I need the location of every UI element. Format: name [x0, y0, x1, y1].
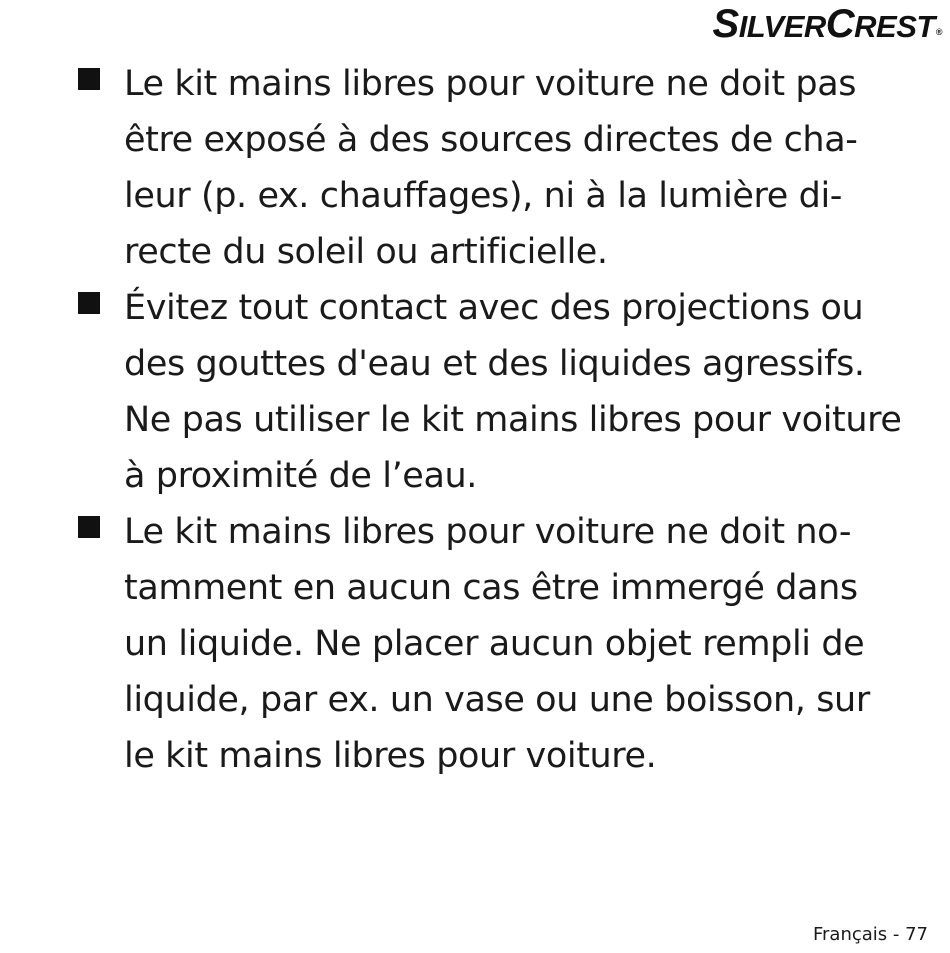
list-item — [76, 56, 936, 280]
list-item — [76, 504, 936, 784]
logo-letter-s: S — [712, 2, 739, 46]
logo-letter-c: C — [825, 2, 855, 46]
list-item-text: Le kit mains libres pour voiture ne doit no- tamment en aucun cas être immergé dans un liquide. Ne placer aucun objet rempli de liquide, par ex. un vase ou une boisson, sur le kit mains libres pour voiture. — [124, 512, 870, 776]
square-bullet-icon — [78, 292, 100, 314]
page-number: Français - 77 — [812, 924, 928, 945]
logo-letters-ilver: ILVER — [738, 9, 826, 44]
safety-instructions-list — [76, 56, 936, 784]
list-item-text: Évitez tout contact avec des projections ou des gouttes d'eau et des liquides agressifs. Ne pas utiliser le kit mains libres pour voiture à proximité de l’eau. — [124, 288, 902, 496]
list-item-text: Le kit mains libres pour voiture ne doit pas être exposé à des sources directes de cha- leur (p. ex. chauffages), ni à la lumière di- recte du soleil ou artificielle. — [124, 64, 858, 272]
list-item — [76, 280, 936, 504]
brand-logo — [713, 4, 943, 47]
square-bullet-icon — [78, 68, 100, 90]
square-bullet-icon — [78, 516, 100, 538]
logo-letters-rest: REST — [854, 9, 935, 44]
registered-mark: ® — [935, 27, 942, 37]
